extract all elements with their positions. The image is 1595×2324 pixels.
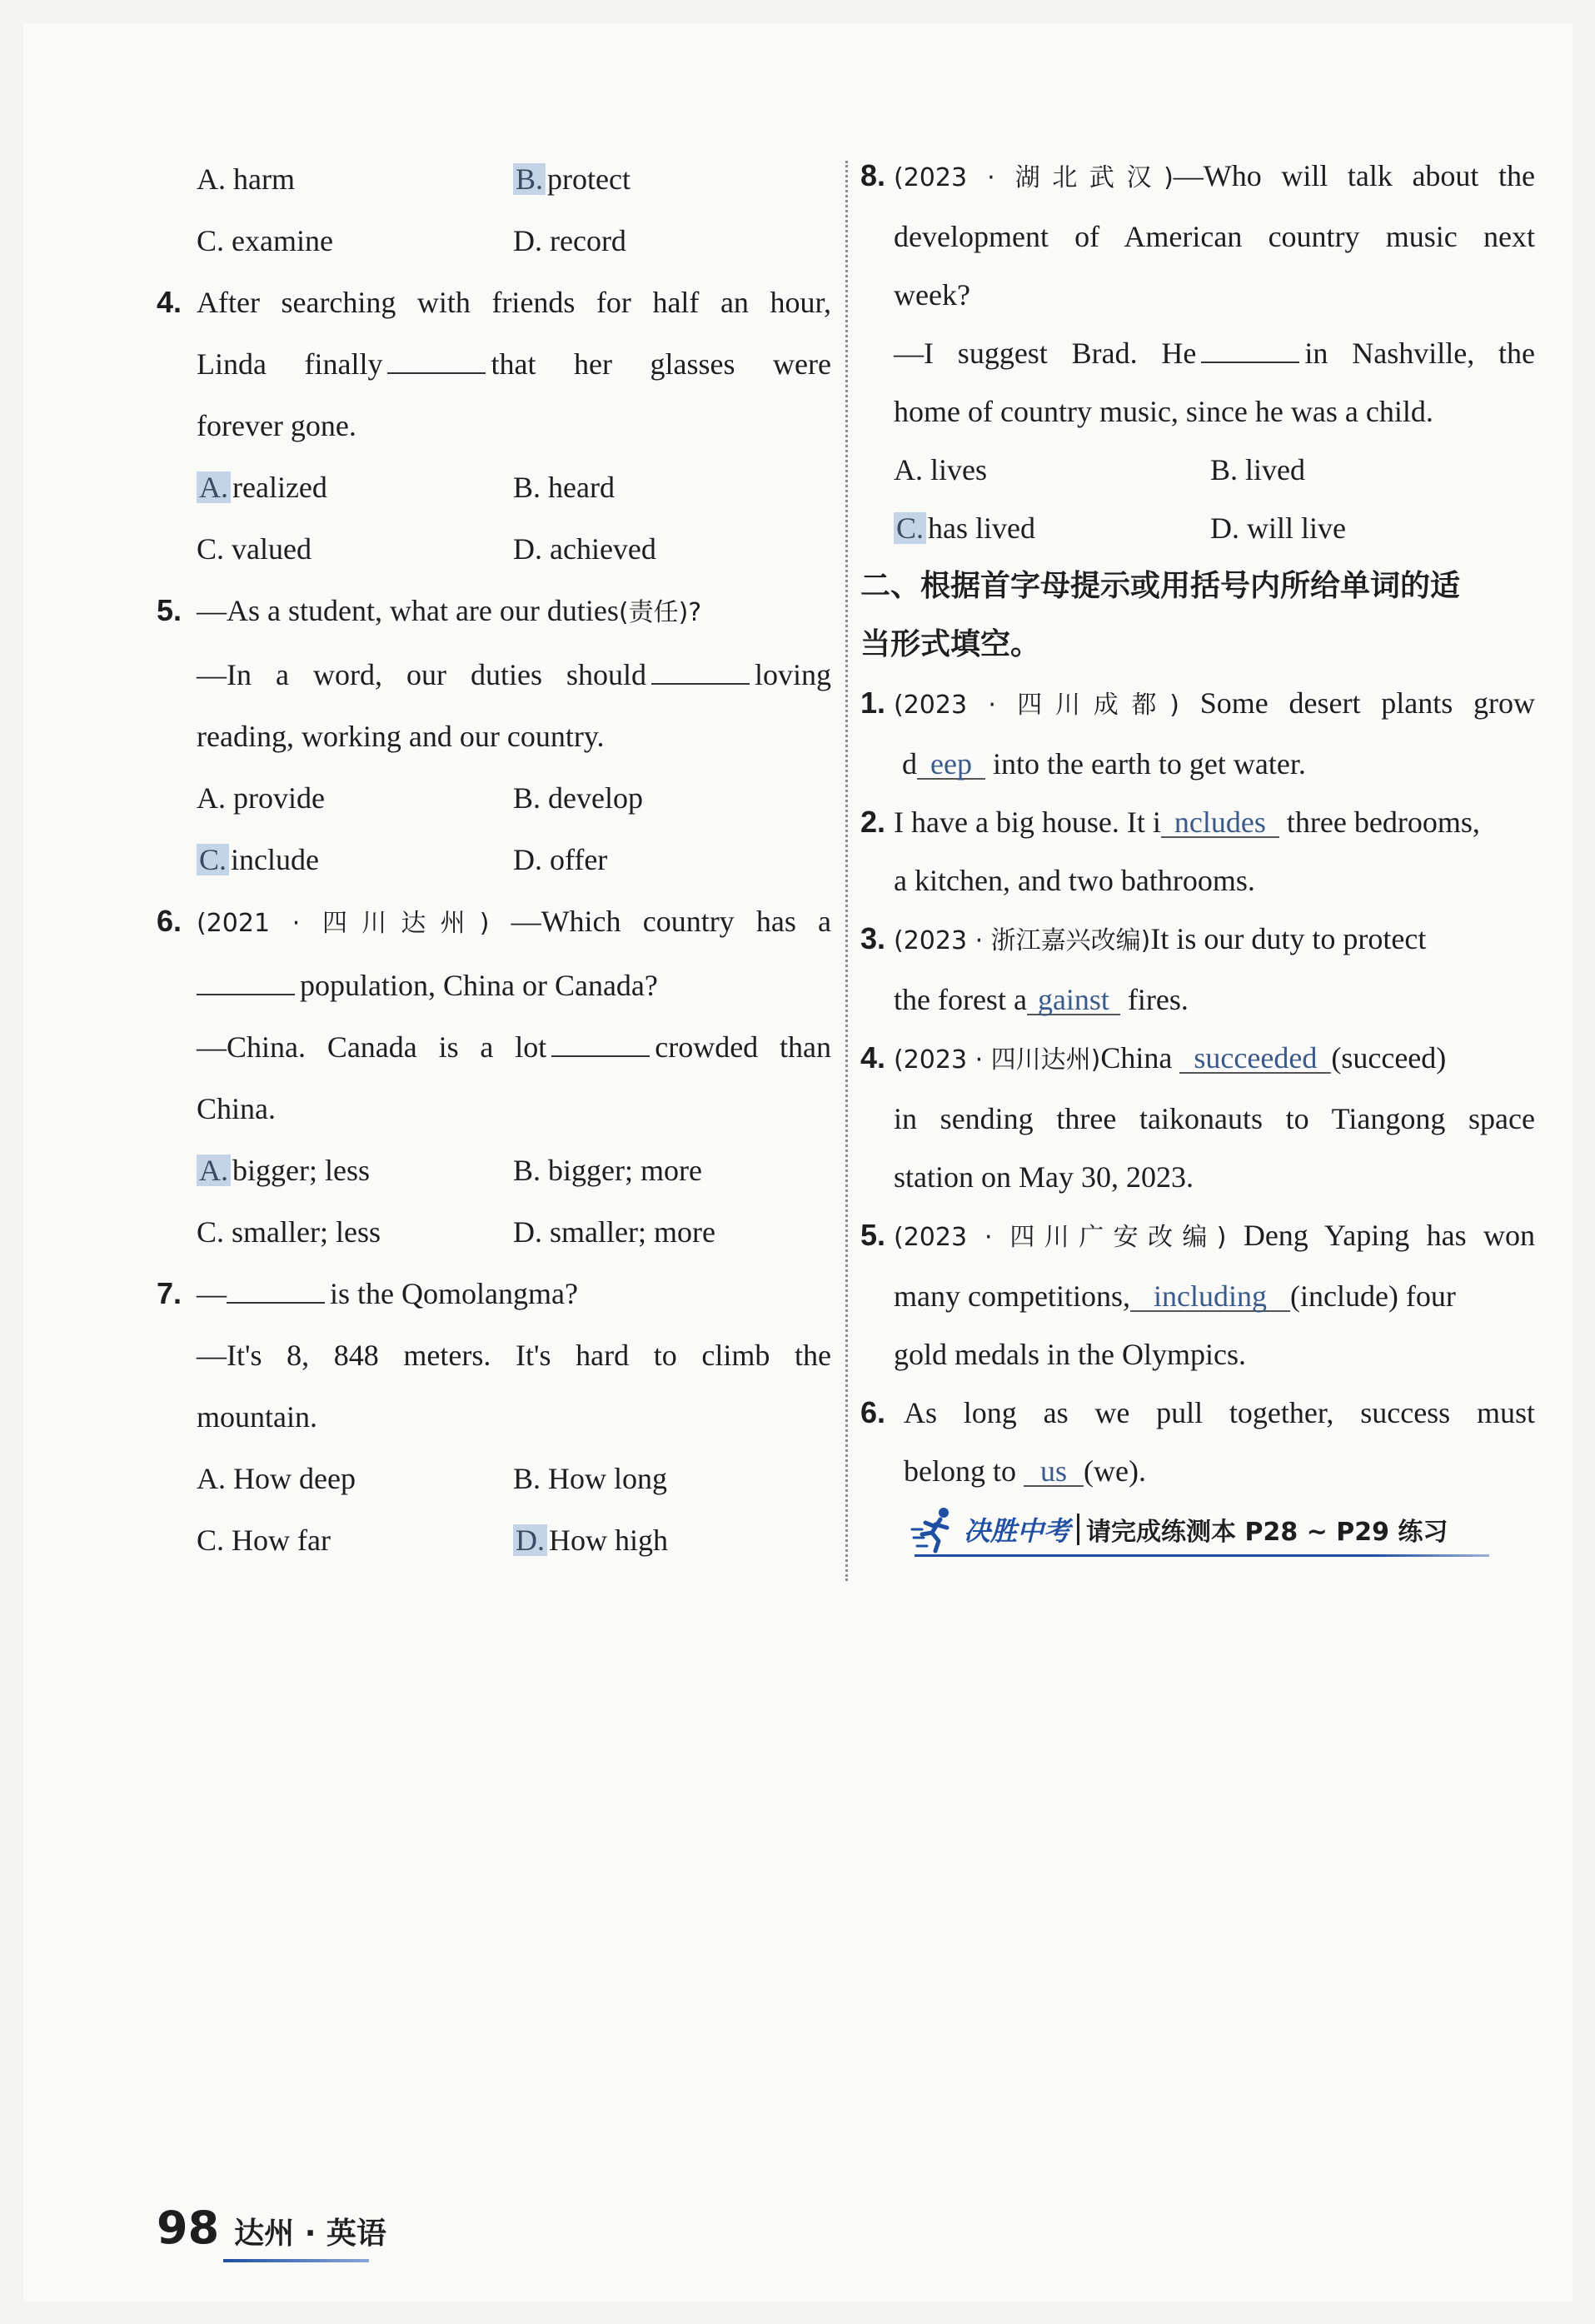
answer-highlight: C. bbox=[894, 512, 926, 544]
q7-line-1 bbox=[157, 1263, 831, 1324]
q8-option-c-text: has lived bbox=[928, 511, 1035, 545]
q8-text-4-post: in Nashville, the bbox=[1304, 337, 1535, 370]
q6-line-3 bbox=[157, 1016, 831, 1078]
f6-line-1 bbox=[860, 1384, 1535, 1442]
f3-text: It is our duty to protect bbox=[1150, 922, 1427, 955]
q5-options-row-2 bbox=[157, 829, 831, 890]
q7-option-c: C. How far bbox=[197, 1524, 331, 1557]
f3-text-post: fires. bbox=[1127, 983, 1189, 1016]
q7-line-3: mountain. bbox=[197, 1400, 317, 1434]
q6-options-row-2 bbox=[157, 1201, 831, 1263]
q5-option-a: A. provide bbox=[197, 781, 325, 815]
f1-text: Some desert plants grow bbox=[1199, 686, 1536, 720]
f4-line-2: in sending three taikonauts to Tiangong space bbox=[894, 1102, 1535, 1135]
banner-separator bbox=[1077, 1514, 1079, 1545]
q8-line-3: week? bbox=[894, 278, 970, 312]
q8-text-4-pre: —I suggest Brad. He bbox=[894, 337, 1197, 370]
q5-option-b: B. develop bbox=[513, 781, 643, 815]
answer-blank bbox=[197, 969, 295, 995]
f2-text-pre: I have a big house. It i bbox=[894, 805, 1161, 839]
q7-options-row-2 bbox=[157, 1509, 831, 1571]
f1-line-1 bbox=[860, 674, 1535, 735]
column-divider bbox=[845, 161, 848, 1581]
filled-answer: eep bbox=[917, 750, 985, 780]
page-label: 达州 · 英语 bbox=[234, 2217, 386, 2251]
q5-option-c bbox=[197, 829, 513, 890]
q4-option-a bbox=[197, 456, 513, 518]
q8-line-2: development of American country music next bbox=[894, 220, 1535, 253]
f1-first-letter: d bbox=[902, 747, 917, 780]
question-number: 7. bbox=[157, 1276, 182, 1310]
q5-text-pre: —In a word, our duties should bbox=[197, 658, 646, 691]
q6-text: —Which country has a bbox=[511, 905, 831, 938]
q8-option-a: A. lives bbox=[894, 453, 987, 486]
q7-option-d bbox=[513, 1509, 830, 1571]
q8-option-d: D. will live bbox=[1210, 511, 1346, 545]
question-number: 5. bbox=[860, 1218, 886, 1252]
f1-source: (2023 · 四川成都) bbox=[894, 691, 1179, 720]
f3-line-2 bbox=[860, 970, 1535, 1029]
q4-options-row-1 bbox=[157, 456, 831, 518]
q5-text-post: loving bbox=[754, 658, 831, 691]
answer-blank bbox=[227, 1277, 325, 1304]
q7-line-2: —It's 8, 848 meters. It's hard to climb the bbox=[197, 1339, 831, 1372]
q8-text: —Who will talk about the bbox=[1173, 159, 1535, 192]
q3-option-c: C. examine bbox=[197, 224, 333, 257]
page-number: 98 bbox=[157, 2202, 220, 2254]
q5-line-2 bbox=[157, 644, 831, 706]
q8-source: (2023 · 湖北武汉) bbox=[894, 163, 1174, 192]
f5-text: Deng Yaping has won bbox=[1243, 1219, 1535, 1252]
q8-line-4 bbox=[860, 324, 1535, 382]
q4-text: After searching with friends for half an hour, bbox=[197, 286, 831, 319]
footer-underline bbox=[223, 2259, 369, 2262]
f5-text-pre: many competitions, bbox=[894, 1279, 1130, 1313]
f5-line-1 bbox=[860, 1206, 1535, 1267]
q5-line-1 bbox=[157, 580, 831, 644]
banner-underline bbox=[915, 1554, 1489, 1557]
q7-text: is the Qomolangma? bbox=[330, 1277, 578, 1310]
q8-options-row-2 bbox=[860, 499, 1535, 557]
question-number: 2. bbox=[860, 805, 886, 839]
answer-highlight: B. bbox=[513, 163, 546, 195]
q6-line-4: China. bbox=[197, 1092, 276, 1125]
q7-option-d-text: How high bbox=[549, 1524, 668, 1557]
f2-text-post: three bedrooms, bbox=[1286, 805, 1480, 839]
f3-source: (2023 · 浙江嘉兴改编) bbox=[894, 926, 1151, 955]
banner-text: 请完成练测本 P28 ~ P29 练习 bbox=[1086, 1518, 1448, 1547]
q6-source: (2021 · 四川达州) bbox=[197, 909, 490, 938]
q6-option-a bbox=[197, 1140, 513, 1201]
q6-line-2 bbox=[157, 955, 831, 1016]
q5-options-row-1 bbox=[157, 767, 831, 829]
page-sheet bbox=[23, 23, 1573, 2302]
f6-text-post: (we). bbox=[1083, 1454, 1146, 1488]
filled-answer: ncludes bbox=[1161, 808, 1279, 838]
q8-options-row-1 bbox=[860, 441, 1535, 499]
section-title: 二、根据首字母提示或用括号内所给单词的适 bbox=[860, 569, 1461, 603]
q8-option-c bbox=[894, 499, 1210, 557]
f5-line-2 bbox=[860, 1267, 1535, 1325]
q3-option-d: D. record bbox=[513, 224, 626, 257]
answer-highlight: C. bbox=[197, 844, 229, 875]
q4-options-row-2 bbox=[157, 518, 831, 580]
q6-option-a-text: bigger; less bbox=[232, 1154, 370, 1187]
answer-blank bbox=[387, 347, 486, 374]
q4-option-a-text: realized bbox=[232, 471, 327, 504]
q8-line-5: home of country music, since he was a child. bbox=[894, 395, 1433, 428]
page-footer bbox=[157, 2202, 386, 2254]
answer-highlight: A. bbox=[197, 1155, 231, 1186]
question-number: 6. bbox=[157, 904, 182, 938]
f2-line-2: a kitchen, and two bathrooms. bbox=[894, 864, 1255, 897]
q3-option-b-text: protect bbox=[547, 162, 631, 196]
left-column bbox=[157, 148, 831, 1571]
f5-line-3: gold medals in the Olympics. bbox=[894, 1338, 1246, 1371]
q3-option-b bbox=[513, 148, 830, 210]
q5-option-c-text: include bbox=[231, 843, 319, 876]
f5-text-post: (include) four bbox=[1289, 1279, 1456, 1313]
q5-line-3: reading, working and our country. bbox=[197, 720, 605, 753]
q4-option-d: D. achieved bbox=[513, 532, 656, 566]
f4-line-3: station on May 30, 2023. bbox=[894, 1160, 1194, 1194]
answer-blank bbox=[1201, 337, 1299, 363]
filled-answer: us bbox=[1024, 1457, 1084, 1487]
brand-logo-text: 决胜中考 bbox=[964, 1515, 1071, 1547]
q5-option-d: D. offer bbox=[513, 843, 608, 876]
f4-line-1 bbox=[860, 1029, 1535, 1090]
question-number: 6. bbox=[860, 1395, 886, 1429]
answer-highlight: D. bbox=[513, 1524, 547, 1556]
q6-option-b: B. bigger; more bbox=[513, 1154, 702, 1187]
q7-options-row-1 bbox=[157, 1448, 831, 1509]
f1-text-2: into the earth to get water. bbox=[993, 747, 1306, 780]
f5-source: (2023 · 四川广安改编) bbox=[894, 1223, 1227, 1252]
f3-line-1 bbox=[860, 910, 1535, 970]
q6-text-2: population, China or Canada? bbox=[300, 969, 658, 1002]
question-number: 8. bbox=[860, 158, 886, 192]
q6-options-row-1 bbox=[157, 1140, 831, 1201]
f3-text-pre: the forest a bbox=[894, 983, 1027, 1016]
question-number: 3. bbox=[860, 921, 886, 955]
f2-line-1 bbox=[860, 793, 1535, 851]
q8-option-b: B. lived bbox=[1210, 453, 1305, 486]
q5-text: —As a student, what are our duties bbox=[197, 594, 619, 627]
practice-banner bbox=[910, 1504, 1493, 1554]
q5-chinese-gloss: (责任)? bbox=[618, 598, 702, 627]
runner-icon bbox=[910, 1504, 960, 1554]
answer-blank bbox=[651, 658, 750, 685]
f6-text: As long as we pull together, success must bbox=[904, 1396, 1535, 1429]
answer-blank bbox=[551, 1030, 650, 1057]
filled-answer: succeeded bbox=[1179, 1044, 1331, 1074]
filled-answer: including bbox=[1130, 1282, 1290, 1312]
q7-dash: — bbox=[197, 1277, 227, 1310]
q6-text-3-pre: —China. Canada is a lot bbox=[197, 1030, 547, 1064]
q4-line-3: forever gone. bbox=[197, 409, 356, 442]
f6-text-pre: belong to bbox=[904, 1454, 1016, 1488]
q6-option-d: D. smaller; more bbox=[513, 1215, 715, 1249]
question-number: 5. bbox=[157, 593, 182, 627]
filled-answer: gainst bbox=[1027, 985, 1120, 1015]
q3-options-row-1 bbox=[157, 148, 831, 210]
f6-line-2 bbox=[860, 1442, 1535, 1500]
q6-text-3-post: crowded than bbox=[655, 1030, 831, 1064]
q4-line-2 bbox=[157, 333, 831, 395]
section-title-continued: 当形式填空。 bbox=[860, 627, 1041, 661]
q7-option-a: A. How deep bbox=[197, 1462, 356, 1495]
answer-highlight: A. bbox=[197, 471, 231, 503]
f4-source: (2023 · 四川达州) bbox=[894, 1045, 1101, 1075]
q4-line-1 bbox=[157, 272, 831, 333]
q8-line-1 bbox=[860, 147, 1535, 207]
q6-option-c: C. smaller; less bbox=[197, 1215, 381, 1249]
q4-option-c: C. valued bbox=[197, 532, 312, 566]
q4-option-b: B. heard bbox=[513, 471, 615, 504]
q4-text-post: that her glasses were bbox=[491, 347, 831, 381]
f4-hint: (succeed) bbox=[1331, 1041, 1447, 1075]
question-number: 1. bbox=[860, 686, 886, 720]
right-column bbox=[860, 147, 1535, 1500]
f1-line-2 bbox=[860, 735, 1535, 793]
f4-text: China bbox=[1100, 1041, 1173, 1075]
question-number: 4. bbox=[860, 1040, 886, 1075]
q3-option-a: A. harm bbox=[197, 162, 295, 196]
q4-text-pre: Linda finally bbox=[197, 347, 383, 381]
q3-options-row-2 bbox=[157, 210, 831, 272]
q6-line-1 bbox=[157, 890, 831, 955]
q7-option-b: B. How long bbox=[513, 1462, 668, 1495]
question-number: 4. bbox=[157, 285, 182, 319]
